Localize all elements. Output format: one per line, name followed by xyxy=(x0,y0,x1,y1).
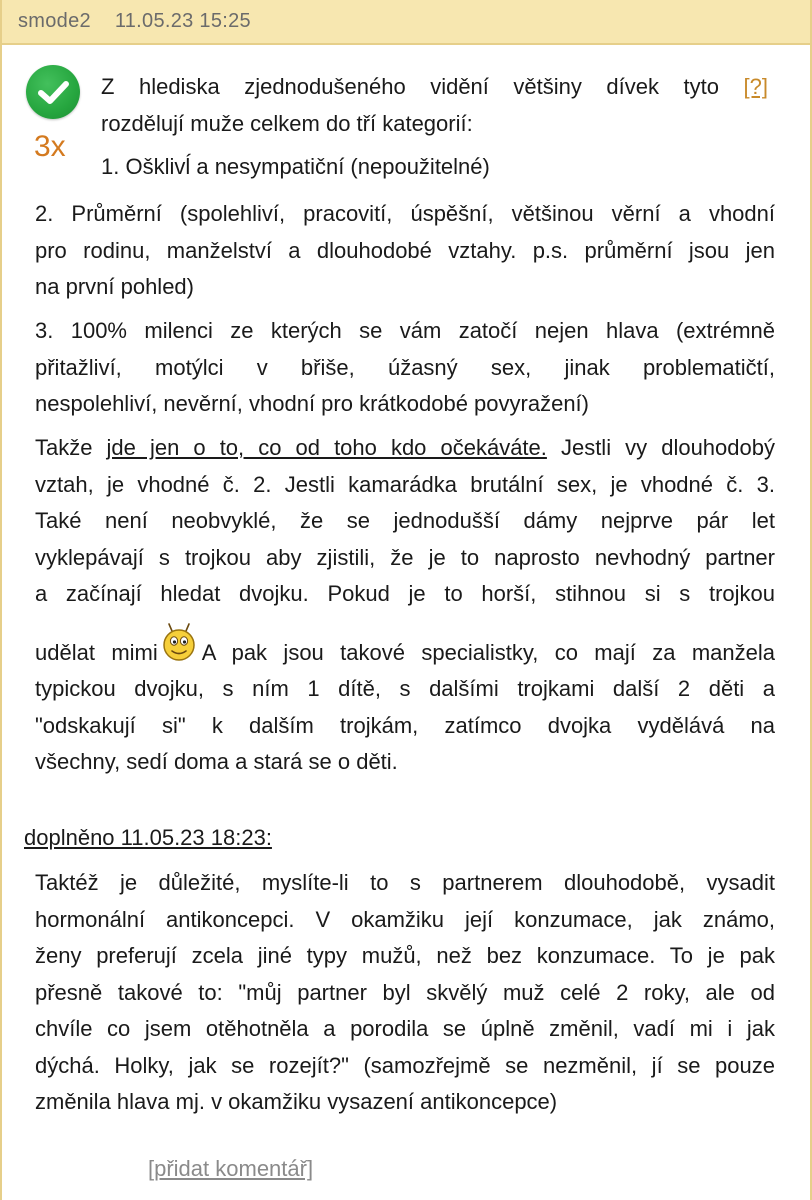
category-1-text: 1. Ošklivĺ a nesympatiční (nepoužitelné) xyxy=(101,154,490,179)
addendum-line: hormonální antikoncepci. V okamžiku její konzumace, jak známo, xyxy=(35,906,775,932)
author-name[interactable]: smode2 xyxy=(18,10,91,32)
category-2-line: 2. Průměrní (spolehliví, pracovití, úspěšní, většinou věrní a vhodní xyxy=(35,201,775,226)
check-circle-icon[interactable] xyxy=(26,65,80,119)
conclusion-paragraph xyxy=(35,430,775,781)
category-2-line: na první pohled) xyxy=(35,274,194,299)
category-3-line: přitažliví, motýlci v břiše, úžasný sex, jinak problematičtí, xyxy=(35,354,775,380)
conclusion-line: udělat mimi A pak jsou takové specialistky, co mají za manžela xyxy=(35,630,775,672)
addendum-line: Taktéž je důležité, myslíte-li to s partnerem dlouhodobě, vysadit xyxy=(35,870,775,895)
conclusion-line: vztah, je vhodné č. 2. Jestli kamarádka brutální sex, je vhodné č. 3. xyxy=(35,471,775,497)
smiley-icon xyxy=(162,630,196,664)
addendum-label: doplněno 11.05.23 18:23: xyxy=(24,825,272,850)
conclusion-line: "odskakují si" k dalším trojkám, zatímco dvojka vydělává na xyxy=(35,712,775,738)
post-header xyxy=(2,0,810,45)
category-1 xyxy=(101,149,771,186)
addendum-line: změnila hlava mj. v okamžiku vysazení antikoncepce) xyxy=(35,1089,558,1114)
conclusion-line: Takže jde jen o to, co od toho kdo očekáváte. Jestli vy dlouhodobý xyxy=(35,435,775,460)
intro-paragraph xyxy=(101,69,768,142)
post-datetime: 11.05.23 15:25 xyxy=(114,10,251,32)
category-3-line: nespolehliví, nevěrní, vhodní pro krátkodobé povyražení) xyxy=(35,391,589,416)
help-link[interactable]: [?] xyxy=(743,74,768,99)
underlined-phrase: jde jen o to, co od toho kdo očekáváte. xyxy=(106,435,547,460)
conclusion-line: vyklepávají s trojkou aby zjistili, že je to naprosto nevhodný partner xyxy=(35,544,775,570)
add-comment-link[interactable]: [přidat komentář] xyxy=(148,1156,314,1181)
addendum-line: přesně takové to: "můj partner byl skvělý muž celé 2 roky, ale od xyxy=(35,979,775,1005)
addendum-line: dýchá. Holky, jak se rozejít?" (samozřejmě se nezměnil, jí se pouze xyxy=(35,1052,775,1078)
category-3-line: 3. 100% milenci ze kterých se vám zatočí nejen hlava (extrémně xyxy=(35,318,775,343)
addendum-line: ženy preferují zcela jiné typy mužů, než bez konzumace. To je pak xyxy=(35,943,775,968)
addendum-paragraph xyxy=(35,865,775,1121)
conclusion-line: Také není neobvyklé, že se jednodušší dámy nejprve pár let xyxy=(35,508,775,533)
conclusion-line: typickou dvojku, s ním 1 dítě, s dalšími trojkami další 2 děti a xyxy=(35,676,775,701)
category-3 xyxy=(35,313,775,423)
intro-line: Z hlediska zjednodušeného vidění většiny dívek tyto [?] xyxy=(101,74,768,99)
intro-line: rozdělují muže celkem do tří kategorií: xyxy=(101,110,473,136)
vote-count: 3x xyxy=(34,130,66,163)
conclusion-line: a začínají hledat dvojku. Pokud je to horší, stihnou si s trojkou xyxy=(35,581,775,606)
post-body xyxy=(2,45,810,1200)
addendum-line: chvíle co jsem otěhotněla a porodila se úplně změnil, vadí mi i jak xyxy=(35,1016,775,1041)
category-2 xyxy=(35,196,775,306)
conclusion-line: všechny, sedí doma a stará se o děti. xyxy=(35,749,398,774)
category-2-line: pro rodinu, manželství a dlouhodobé vztahy. p.s. průměrní jsou jen xyxy=(35,237,775,263)
